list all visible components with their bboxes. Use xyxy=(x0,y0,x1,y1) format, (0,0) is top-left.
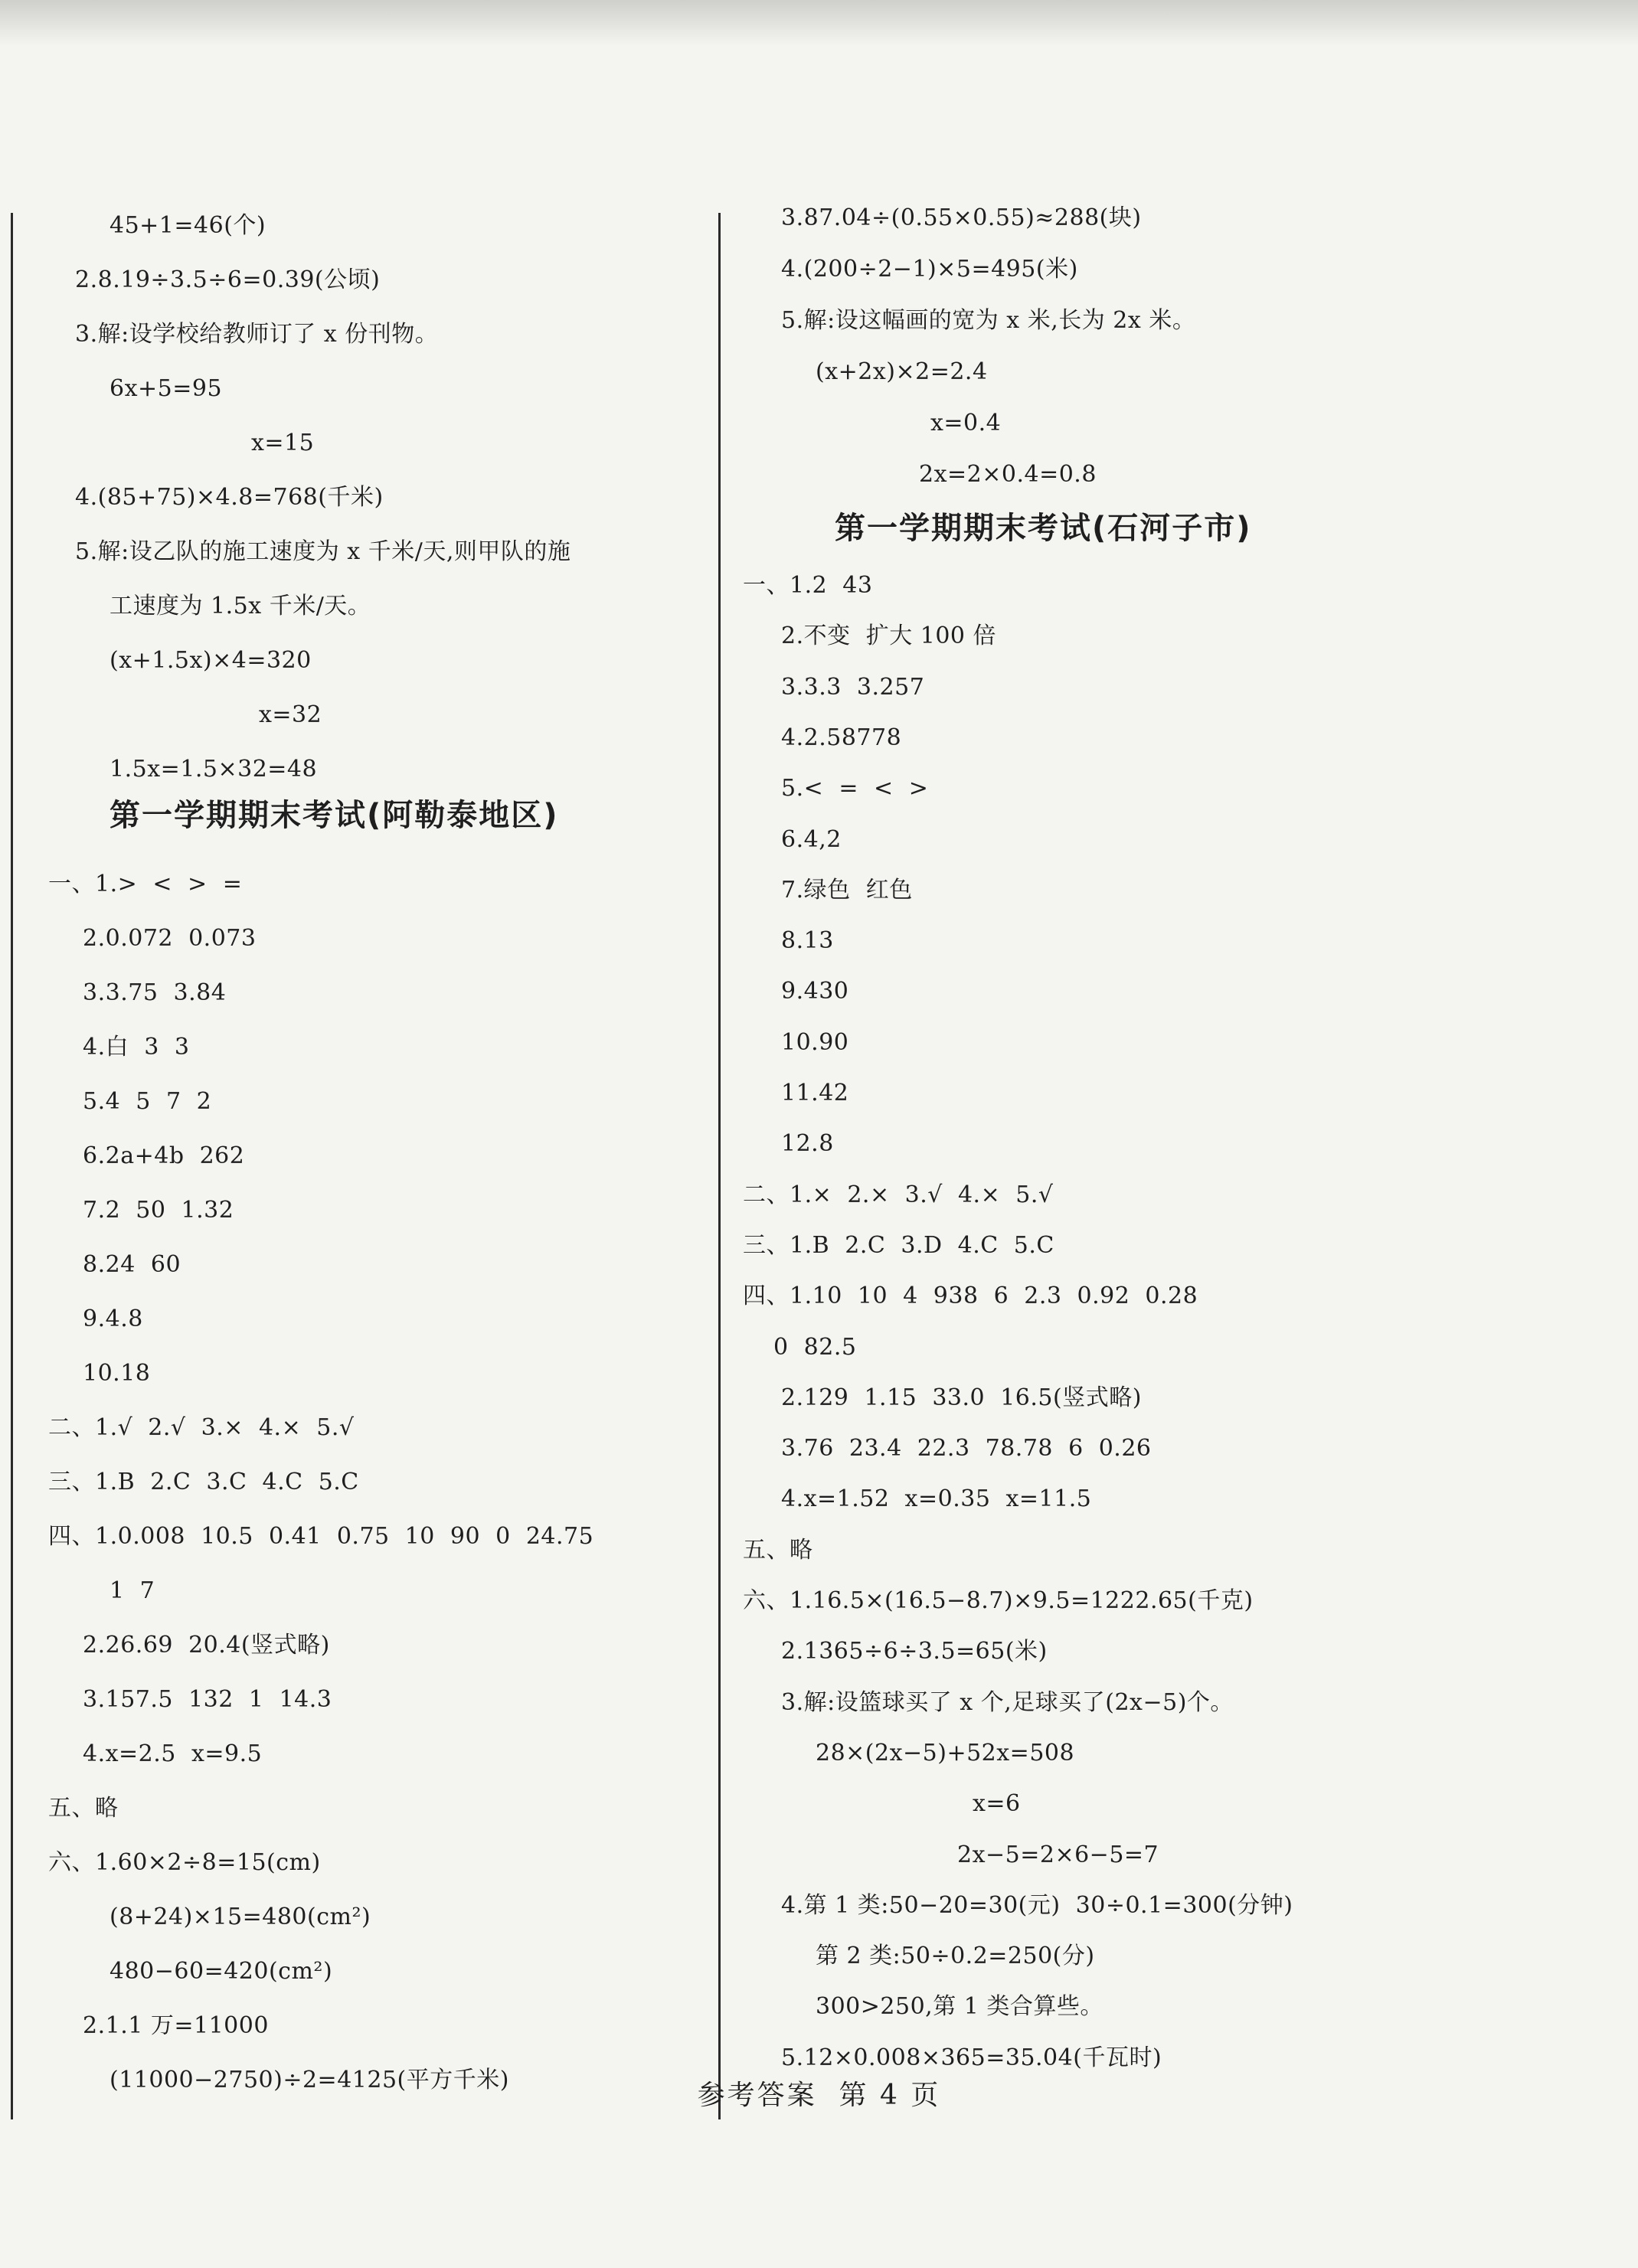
column-divider xyxy=(718,213,721,2119)
right-answer-line: 5.解:设这幅画的宽为 x 米,长为 2x 米。 xyxy=(781,307,1196,334)
left-answer-line: 9.4.8 xyxy=(83,1306,143,1332)
right-answer-line: 4.2.58778 xyxy=(781,724,902,751)
left-answer-line: 一、1.> < > = xyxy=(48,871,243,897)
right-answer-line: 第 2 类:50÷0.2=250(分) xyxy=(816,1943,1095,1969)
left-answer-line: 4.白 3 3 xyxy=(83,1034,190,1060)
right-answer-line: 4.第 1 类:50−20=30(元) 30÷0.1=300(分钟) xyxy=(781,1892,1293,1919)
right-answer-line: 四、1.10 10 4 938 6 2.3 0.92 0.28 xyxy=(743,1283,1198,1309)
right-answer-line: 一、1.2 43 xyxy=(743,572,873,599)
left-answer-line: 2.8.19÷3.5÷6=0.39(公顷) xyxy=(75,266,381,293)
left-answer-line: 1.5x=1.5×32=48 xyxy=(110,756,318,783)
left-answer-line: 10.18 xyxy=(83,1360,151,1387)
scan-top-edge xyxy=(0,0,1638,46)
right-answer-line: 4.(200÷2−1)×5=495(米) xyxy=(781,256,1078,283)
right-answer-line: x=0.4 xyxy=(930,410,1002,436)
left-answer-line: x=15 xyxy=(251,430,315,456)
left-answer-line: 1 7 xyxy=(110,1577,155,1604)
right-answer-line: x=6 xyxy=(973,1790,1021,1817)
right-answer-line: 六、1.16.5×(16.5−8.7)×9.5=1222.65(千克) xyxy=(743,1587,1254,1614)
right-answer-line: 五、略 xyxy=(743,1537,813,1564)
page-footer: 参考答案 第 4 页 xyxy=(697,2080,941,2111)
left-answer-line: 3.157.5 132 1 14.3 xyxy=(83,1686,332,1713)
right-answer-line: 9.430 xyxy=(781,978,849,1005)
left-answer-line: 4.(85+75)×4.8=768(千米) xyxy=(75,484,384,511)
right-answer-line: 10.90 xyxy=(781,1029,849,1056)
right-answer-line: 三、1.B 2.C 3.D 4.C 5.C xyxy=(743,1232,1054,1259)
left-answer-line: 2.26.69 20.4(竖式略) xyxy=(83,1632,330,1659)
right-answer-line: 2x=2×0.4=0.8 xyxy=(919,461,1097,488)
right-answer-line: 7.绿色 红色 xyxy=(781,877,913,904)
right-answer-line: 2.不变 扩大 100 倍 xyxy=(781,623,997,649)
left-answer-line: x=32 xyxy=(259,701,322,728)
left-answer-line: 2.0.072 0.073 xyxy=(83,925,257,952)
right-answer-line: 2x−5=2×6−5=7 xyxy=(957,1842,1159,1868)
left-answer-line: (11000−2750)÷2=4125(平方千米) xyxy=(110,2067,509,2093)
left-answer-line: (x+1.5x)×4=320 xyxy=(110,647,312,674)
right-answer-line: 12.8 xyxy=(781,1130,834,1157)
right-answer-line: 300>250,第 1 类合算些。 xyxy=(816,1993,1103,2020)
right-answer-line: 3.87.04÷(0.55×0.55)≈288(块) xyxy=(781,204,1142,231)
left-answer-line: (8+24)×15=480(cm²) xyxy=(110,1904,371,1930)
left-answer-line: 三、1.B 2.C 3.C 4.C 5.C xyxy=(48,1469,359,1495)
right-answer-line: 5.12×0.008×365=35.04(千瓦时) xyxy=(781,2044,1162,2071)
right-answer-line: 2.129 1.15 33.0 16.5(竖式略) xyxy=(781,1384,1142,1411)
left-answer-line: 6.2a+4b 262 xyxy=(83,1142,245,1169)
right-answer-line: 3.76 23.4 22.3 78.78 6 0.26 xyxy=(781,1435,1152,1462)
left-answer-line: 5.解:设乙队的施工速度为 x 千米/天,则甲队的施 xyxy=(75,538,571,565)
left-answer-line: 480−60=420(cm²) xyxy=(110,1958,333,1985)
left-section-title: 第一学期期末考试(阿勒泰地区) xyxy=(110,798,559,833)
right-answer-line: 3.解:设篮球买了 x 个,足球买了(2x−5)个。 xyxy=(781,1689,1234,1716)
left-answer-line: 6x+5=95 xyxy=(110,375,223,402)
right-section-title: 第一学期期末考试(石河子市) xyxy=(835,511,1252,546)
left-answer-line: 8.24 60 xyxy=(83,1251,181,1278)
right-answer-line: 3.3.3 3.257 xyxy=(781,674,925,701)
left-answer-line: 7.2 50 1.32 xyxy=(83,1197,234,1224)
left-answer-line: 4.x=2.5 x=9.5 xyxy=(83,1740,263,1767)
left-answer-line: 五、略 xyxy=(48,1795,119,1822)
right-answer-line: (x+2x)×2=2.4 xyxy=(816,358,988,385)
right-answer-line: 0 82.5 xyxy=(773,1334,857,1361)
right-answer-line: 11.42 xyxy=(781,1080,849,1106)
left-answer-line: 3.3.75 3.84 xyxy=(83,979,227,1006)
left-answer-line: 四、1.0.008 10.5 0.41 0.75 10 90 0 24.75 xyxy=(48,1523,594,1550)
right-answer-line: 2.1365÷6÷3.5=65(米) xyxy=(781,1638,1048,1665)
left-answer-line: 六、1.60×2÷8=15(cm) xyxy=(48,1849,321,1876)
right-answer-line: 8.13 xyxy=(781,927,834,954)
left-answer-line: 5.4 5 7 2 xyxy=(83,1088,212,1115)
left-answer-line: 45+1=46(个) xyxy=(110,212,266,239)
left-answer-line: 2.1.1 万=11000 xyxy=(83,2012,269,2039)
right-answer-line: 5.< = < > xyxy=(781,775,929,802)
left-answer-line: 二、1.√ 2.√ 3.× 4.× 5.√ xyxy=(48,1414,355,1441)
right-answer-line: 28×(2x−5)+52x=508 xyxy=(816,1740,1075,1766)
right-answer-line: 二、1.× 2.× 3.√ 4.× 5.√ xyxy=(743,1181,1054,1208)
left-margin-rule xyxy=(11,213,13,2119)
left-answer-line: 工速度为 1.5x 千米/天。 xyxy=(110,593,371,619)
right-answer-line: 6.4,2 xyxy=(781,826,842,853)
left-answer-line: 3.解:设学校给教师订了 x 份刊物。 xyxy=(75,321,439,348)
right-answer-line: 4.x=1.52 x=0.35 x=11.5 xyxy=(781,1485,1092,1512)
